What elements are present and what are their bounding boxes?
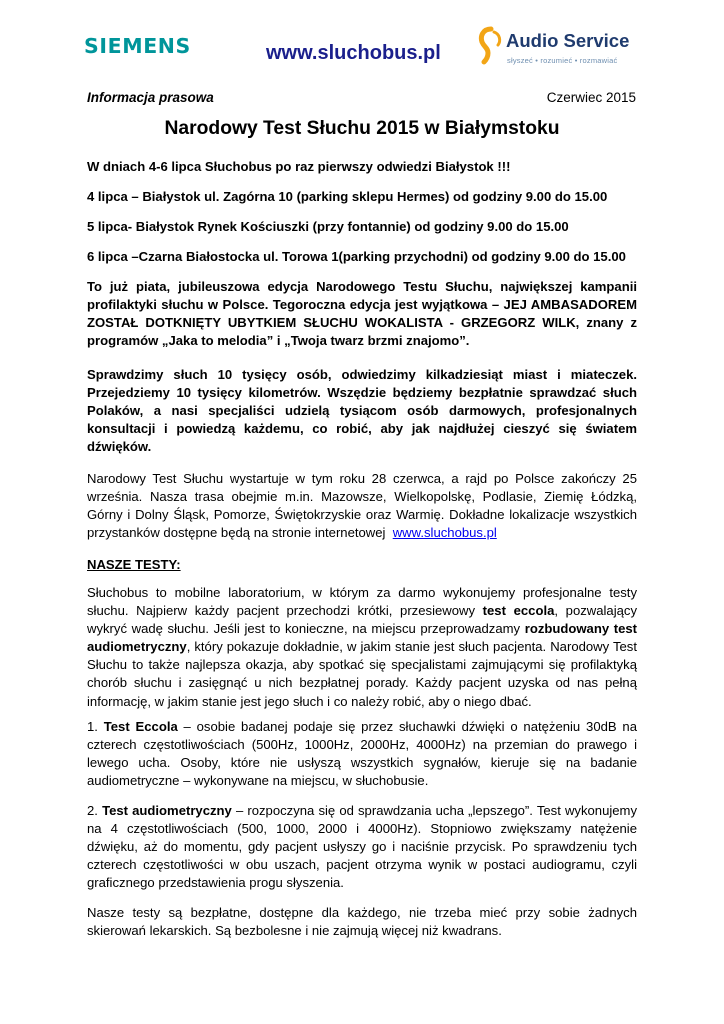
test-eccola-highlight: test eccola — [482, 603, 555, 619]
test-eccola-paragraph — [87, 718, 637, 790]
schedule-item: 5 lipca- Białystok Rynek Kościuszki (przy fontannie) od godziny 9.00 do 15.00 — [87, 219, 569, 234]
stats-paragraph: Sprawdzimy słuch 10 tysięcy osób, odwiedzimy kilkadziesiąt miast i miateczek. Przejedziemy 10 tysięcy kilometrów. Wszędzie będziemy bezpłatnie sprawdzać słuch Polaków, a nasi specjaliści udzielą tysiącom osób darmowych, profesjonalnych konsultacji i powiedzą każdemu, co robić, aby jak najdłużej cieszyć się światem dźwięków. — [87, 367, 637, 455]
tests-intro-paragraph — [87, 584, 637, 711]
audio-service-tagline: słyszeć • rozumieć • rozmawiać — [507, 56, 618, 65]
audiometric-test-paragraph — [87, 802, 637, 892]
tests-intro-text: , pozwalający wykryć wadę słuchu. Jeśli jest to konieczne, na miejscu przeprowadzamy — [87, 603, 637, 637]
campaign-paragraph: To już piata, jubileuszowa edycja Narodowego Testu Słuchu, największej kampanii profilaktyki słuchu w Polsce. Tegoroczna edycja jest wyjątkowa – JEJ AMBASADOREM ZOSTAŁ DOTKNIĘTY UBYTKIEM SŁUCHU WOKALISTA - GRZEGORZ WILK, znany z programów „Jaka to melodia” i „Twoja twarz brzmi znajomo”. — [87, 279, 637, 349]
test-description: – rozpoczyna się od sprawdzania ucha „lepszego”. Test wykonujemy na 4 częstotliwościach (500, 1000, 2000 i 4000Hz). Stopniowo zwiększamy natężenie dźwięku, aż do momentu, gdy pacjent usłyszy go i naciśnie przycisk. Po sprawdzeniu tych czterech częstotliwości w obu uszach, pacjent otrzyma wynik w postaci audiogramu, czyli graficznego przedstawienia progu słyszenia. — [87, 803, 638, 891]
website-header-link[interactable]: www.sluchobus.pl — [266, 42, 441, 64]
page-title: Narodowy Test Słuchu 2015 w Białymstoku — [164, 118, 560, 139]
audio-service-name: Audio Service — [506, 30, 630, 51]
intro-line: W dniach 4-6 lipca Słuchobus po raz pierwszy odwiedzi Białystok !!! — [87, 159, 511, 174]
schedule-item: 6 lipca –Czarna Białostocka ul. Torowa 1(parking przychodni) od godziny 9.00 do 15.00 — [87, 249, 626, 264]
audio-service-logo — [478, 24, 648, 74]
test-number: 1. — [87, 719, 98, 734]
tests-heading: NASZE TESTY: — [87, 557, 181, 572]
test-name: Test Eccola — [103, 719, 178, 734]
test-description: – osobie badanej podaje się przez słuchawki dźwięki o natężeniu 30dB na czterech częstotliwościach (500Hz, 1000Hz, 2000Hz, 4000Hz) na przemian do prawego i lewego ucha. Osoby, które nie usłyszą wszystkich sygnałów, kieruje się na badanie audiometryczne – wykonywane na miejscu, w słuchobusie. — [87, 719, 637, 789]
website-link[interactable]: www.sluchobus.pl — [392, 525, 497, 541]
closing-paragraph: Nasze testy są bezpłatne, dostępne dla każdego, nie trzeba mieć przy sobie żadnych skierowań lekarskich. Są bezbolesne i nie zajmują więcej niż kwadrans. — [87, 905, 637, 939]
test-name: Test audiometryczny — [102, 803, 232, 818]
route-text: Narodowy Test Słuchu wystartuje w tym roku 28 czerwca, a rajd po Polsce zakończy 25 września. Nasza trasa obejmie m.in. Mazowsze, Wielkopolskę, Podlasie, Ziemię Łódzką, Górny i Dolny Śląsk, Pomorze, Świętokrzyskie oraz Warmię. Dokładne lokalizacje wszystkich przystanków dostępne będą na stronie internetowej — [87, 471, 637, 541]
schedule-item: 4 lipca – Białystok ul. Zagórna 10 (parking sklepu Hermes) od godziny 9.00 do 15.00 — [87, 189, 608, 204]
release-date: Czerwiec 2015 — [546, 90, 636, 105]
tests-intro-text: , który pokazuje dokładnie, w jakim stanie jest słuch pacjenta. Narodowy Test Słuchu to także najlepsza okazja, aby spotkać się specjalistami zajmującymi się profilaktyką chorób słuchu i zasięgnąć u nich bezpłatnej porady. Każdy pacjent uzyska od nas pełną informację, w jakim stanie jest jego słuch i co należy robić, aby o niego dbać. — [87, 639, 637, 709]
audio-service-ear-icon — [478, 26, 504, 66]
siemens-logo: SIEMENS — [84, 34, 191, 58]
audiometric-test-highlight: rozbudowany test audiometryczny — [87, 621, 638, 655]
test-number: 2. — [87, 803, 98, 818]
route-paragraph — [87, 470, 637, 542]
press-release-label: Informacja prasowa — [87, 90, 214, 105]
tests-intro-text: Słuchobus to mobilne laboratorium, w którym za darmo wykonujemy profesjonalne testy słuchu. Najpierw każdy pacjent przechodzi krótki, przesiewowy — [87, 585, 637, 619]
